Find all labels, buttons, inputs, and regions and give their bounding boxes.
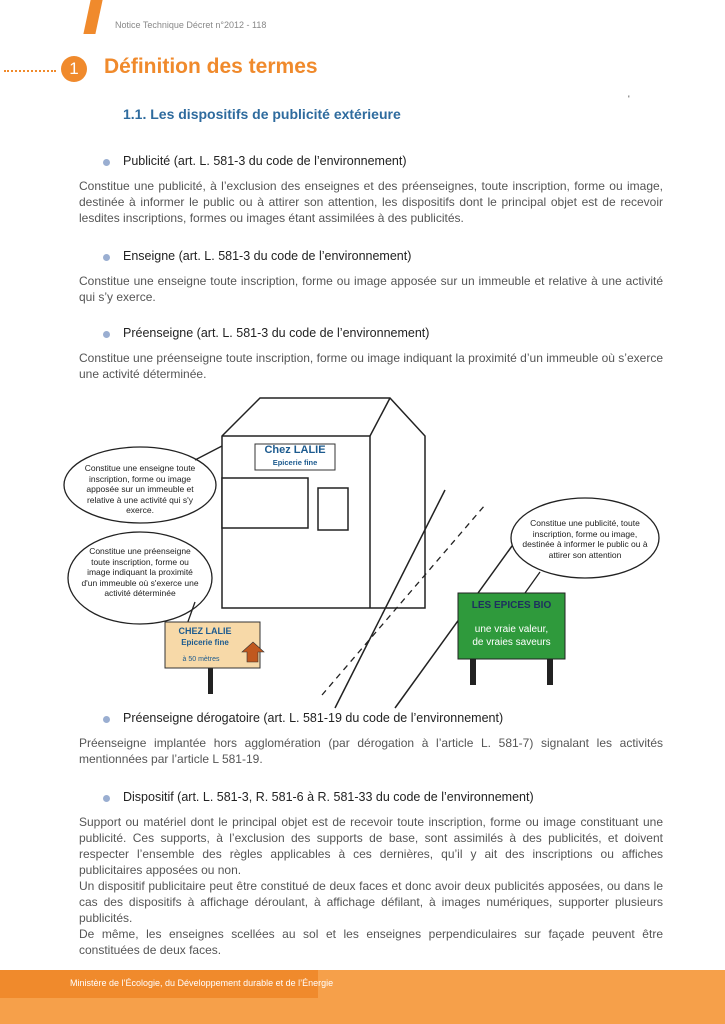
billboard-tagline-2: de vraies saveurs (472, 637, 551, 648)
billboard-post-right (547, 658, 553, 685)
dispositif-paragraph-3: De même, les enseignes scellées au sol et les enseignes perpendiculaires sur façade peuvent être constituées de deux faces. (79, 927, 663, 957)
bubble-preenseigne-text: Constitue une préenseigne toute inscription, forme ou image indiquant la proximité d'un immeuble où s'exerce une activité déterminée (81, 546, 199, 598)
dispositif-paragraph-2: Un dispositif publicitaire peut être constitué de deux faces et donc avoir deux publicités apposées, ou dans le cas des dispositifs à affichage déroulant, à affichage défilant, à images numériques, supporter plusieurs publicités. (79, 879, 663, 925)
chapter-title: Définition des termes (104, 55, 318, 78)
billboard-title: LES EPICES BIO (471, 600, 552, 611)
footer-ministry: Ministère de l’Écologie, du Développement durable et de l’Énergie (70, 978, 334, 988)
bullet-icon (103, 716, 110, 723)
item-heading-preenseigne: Préenseigne (art. L. 581-3 du code de l’environnement) (123, 326, 430, 340)
running-title: Notice Technique Décret n°2012 - 118 (115, 20, 267, 30)
bubble-enseigne-text: Constitue une enseigne toute inscription, forme ou image apposée sur un immeuble et relative à une activité qui s'y exerce. (84, 463, 196, 515)
shop-sign-title: Chez LALIE (264, 444, 326, 456)
bullet-icon (103, 795, 110, 802)
chapter-number: 1 (61, 56, 87, 82)
section-title: 1.1. Les dispositifs de publicité extérieure (123, 106, 401, 122)
item-body-preenseigne-derogatoire: Préenseigne implantée hors agglomération (par dérogation à l’article L. 581-7) signalant les activités mentionnées par l’article L 581-19. (79, 736, 663, 766)
dispositif-paragraph-1: Support ou matériel dont le principal objet est de recevoir toute inscription, forme ou image constituant une publicité. Ces supports, à l’exclusion des supports de base, sont assimilés à des publicités, et doivent respecter l’ensemble des règles applicables à ces dernières, qu’il y ait des inscriptions ou affiches publicitaires apposées ou non. (79, 815, 663, 877)
item-body-dispositif (79, 814, 663, 958)
bubble-publicite-text: Constitue une publicité, toute inscription, forme ou image, destinée à informer le public ou à attirer son attention (522, 518, 648, 560)
item-body-enseigne: Constitue une enseigne toute inscription, forme ou image apposée sur un immeuble et relative à une activité qui s’y exerce. (79, 274, 663, 304)
pre-sign-title: CHEZ LALIE (178, 626, 232, 636)
bullet-icon (103, 254, 110, 261)
stray-mark: ' (628, 94, 630, 104)
bubble-enseigne-pointer (195, 446, 222, 460)
house-door (318, 488, 348, 530)
pre-sign-subtitle: Epicerie fine (181, 638, 229, 647)
item-heading-enseigne: Enseigne (art. L. 581-3 du code de l’environnement) (123, 249, 412, 263)
item-heading-publicite: Publicité (art. L. 581-3 du code de l’environnement) (123, 154, 407, 168)
billboard-post-left (470, 658, 476, 685)
item-body-publicite: Constitue une publicité, à l’exclusion des enseignes et des préenseignes, toute inscription, forme ou image, destinée à informer le public ou à attirer son attention, les dispositifs dont le principal objet est de recevoir lesdites inscriptions, formes ou images étant assimilées à des publicités. (79, 179, 663, 225)
billboard-tagline-1: une vraie valeur, (474, 624, 549, 635)
pre-sign-distance: à 50 mètres (182, 656, 220, 663)
pre-sign-post (208, 668, 213, 694)
bullet-icon (103, 331, 110, 338)
shop-sign-subtitle: Epicerie fine (272, 458, 318, 467)
bullet-icon (103, 159, 110, 166)
item-heading-dispositif: Dispositif (art. L. 581-3, R. 581-6 à R. 581-33 du code de l’environnement) (123, 790, 534, 804)
item-body-preenseigne: Constitue une préenseigne toute inscription, forme ou image indiquant la proximité d’un immeuble où s’exerce une activité déterminée. (79, 351, 663, 381)
dotted-leader (4, 70, 56, 72)
house-window (222, 478, 308, 528)
header-accent-mark (83, 0, 102, 34)
item-heading-preenseigne-derogatoire: Préenseigne dérogatoire (art. L. 581-19 du code de l’environnement) (123, 711, 504, 725)
